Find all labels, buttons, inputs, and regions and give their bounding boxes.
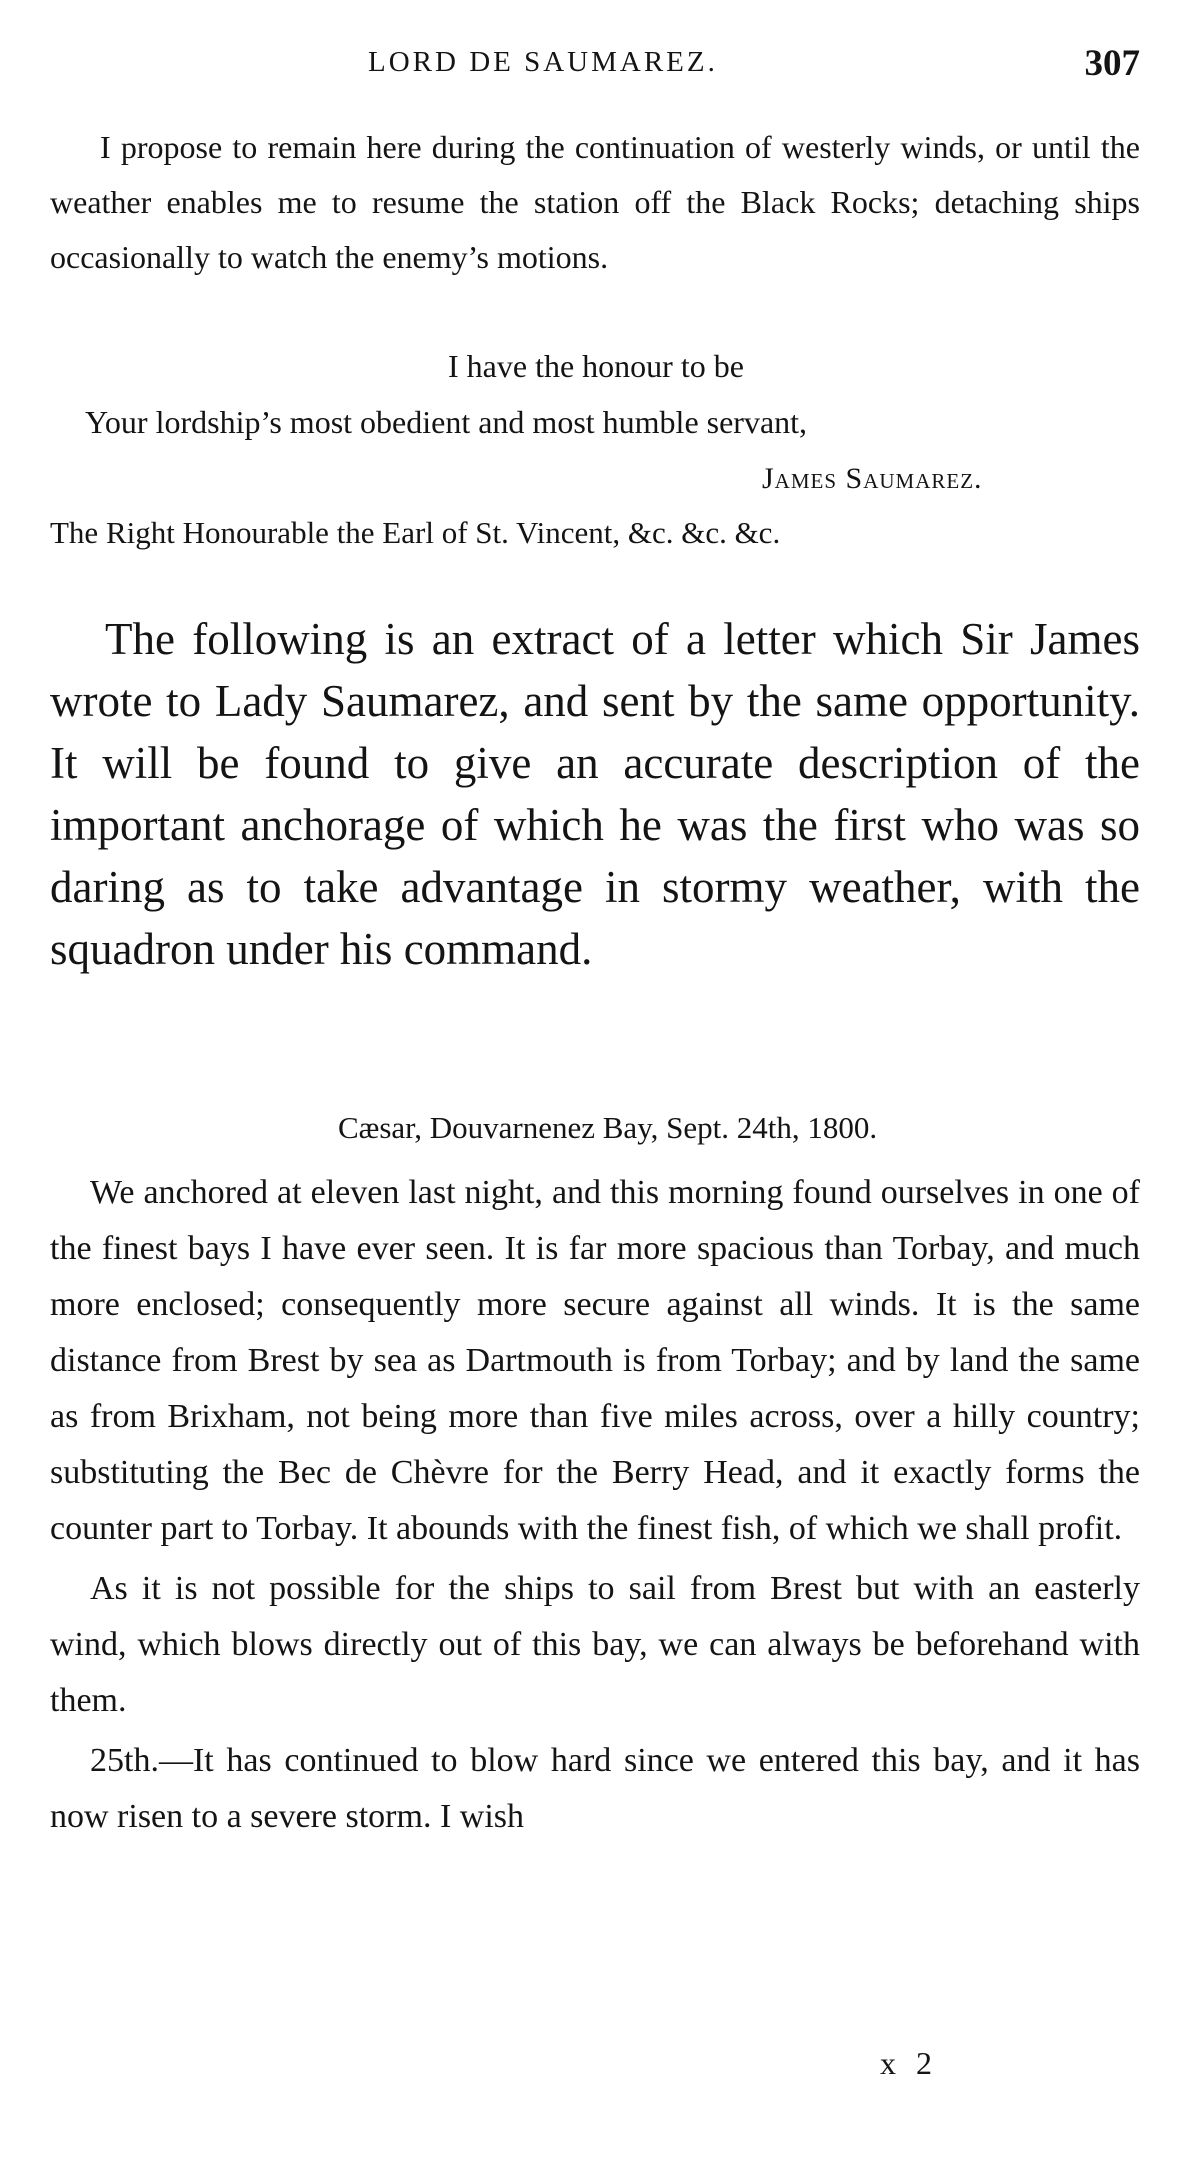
body-paragraph: We anchored at eleven last night, and this morning found ourselves in one of the finest bays I have ever seen. It is far more spacious than Torbay, and much more enclosed; consequently more secure against all winds. It is the same distance from Brest by sea as Dartmouth is from Torbay; and by land the same as from Brixham, not being more than five miles across, over a hilly country; substituting the Bec de Chèvre for the Berry Head, and it exactly forms the counter part to Torbay. It abounds with the finest fish, of which we shall profit.	[50, 1174, 1140, 1547]
letter-signature: James Saumarez.	[762, 462, 983, 495]
page-header	[50, 43, 1140, 96]
body-paragraph: As it is not possible for the ships to sail from Brest but with an easterly wind, which blows directly out of this bay, we can always be beforehand with them.	[50, 1570, 1140, 1719]
closing-line-1: I have the honour to be	[448, 348, 744, 384]
letter-paragraph: I propose to remain here during the continuation of westerly winds, or until the weather enables me to resume the station off the Black Rocks; detaching ships occasionally to watch the enemy’s motions.	[50, 129, 1140, 275]
extract-section	[50, 608, 1140, 980]
signature-mark: x 2	[880, 2045, 938, 2081]
letter-dateline: Cæsar, Douvarnenez Bay, Sept. 24th, 1800.	[338, 1110, 878, 1145]
running-title: LORD DE SAUMAREZ.	[368, 46, 718, 78]
closing-line-2: Your lordship’s most obedient and most humble servant,	[85, 404, 808, 440]
page-number: 307	[1084, 43, 1140, 84]
letter-body	[50, 120, 1140, 285]
second-letter-body	[50, 1165, 1140, 1845]
letter-addressee: The Right Honourable the Earl of St. Vincent, &c. &c. &c.	[50, 515, 781, 550]
body-paragraph: 25th.—It has continued to blow hard since we entered this bay, and it has now risen to a severe storm. I wish	[50, 1742, 1140, 1835]
extract-paragraph: The following is an extract of a letter which Sir James wrote to Lady Saumarez, and sent by the same opportunity. It will be found to give an accurate description of the important anchorage of which he was the first who was so daring as to take advantage in stormy weather, with the squadron under his command.	[50, 614, 1140, 974]
